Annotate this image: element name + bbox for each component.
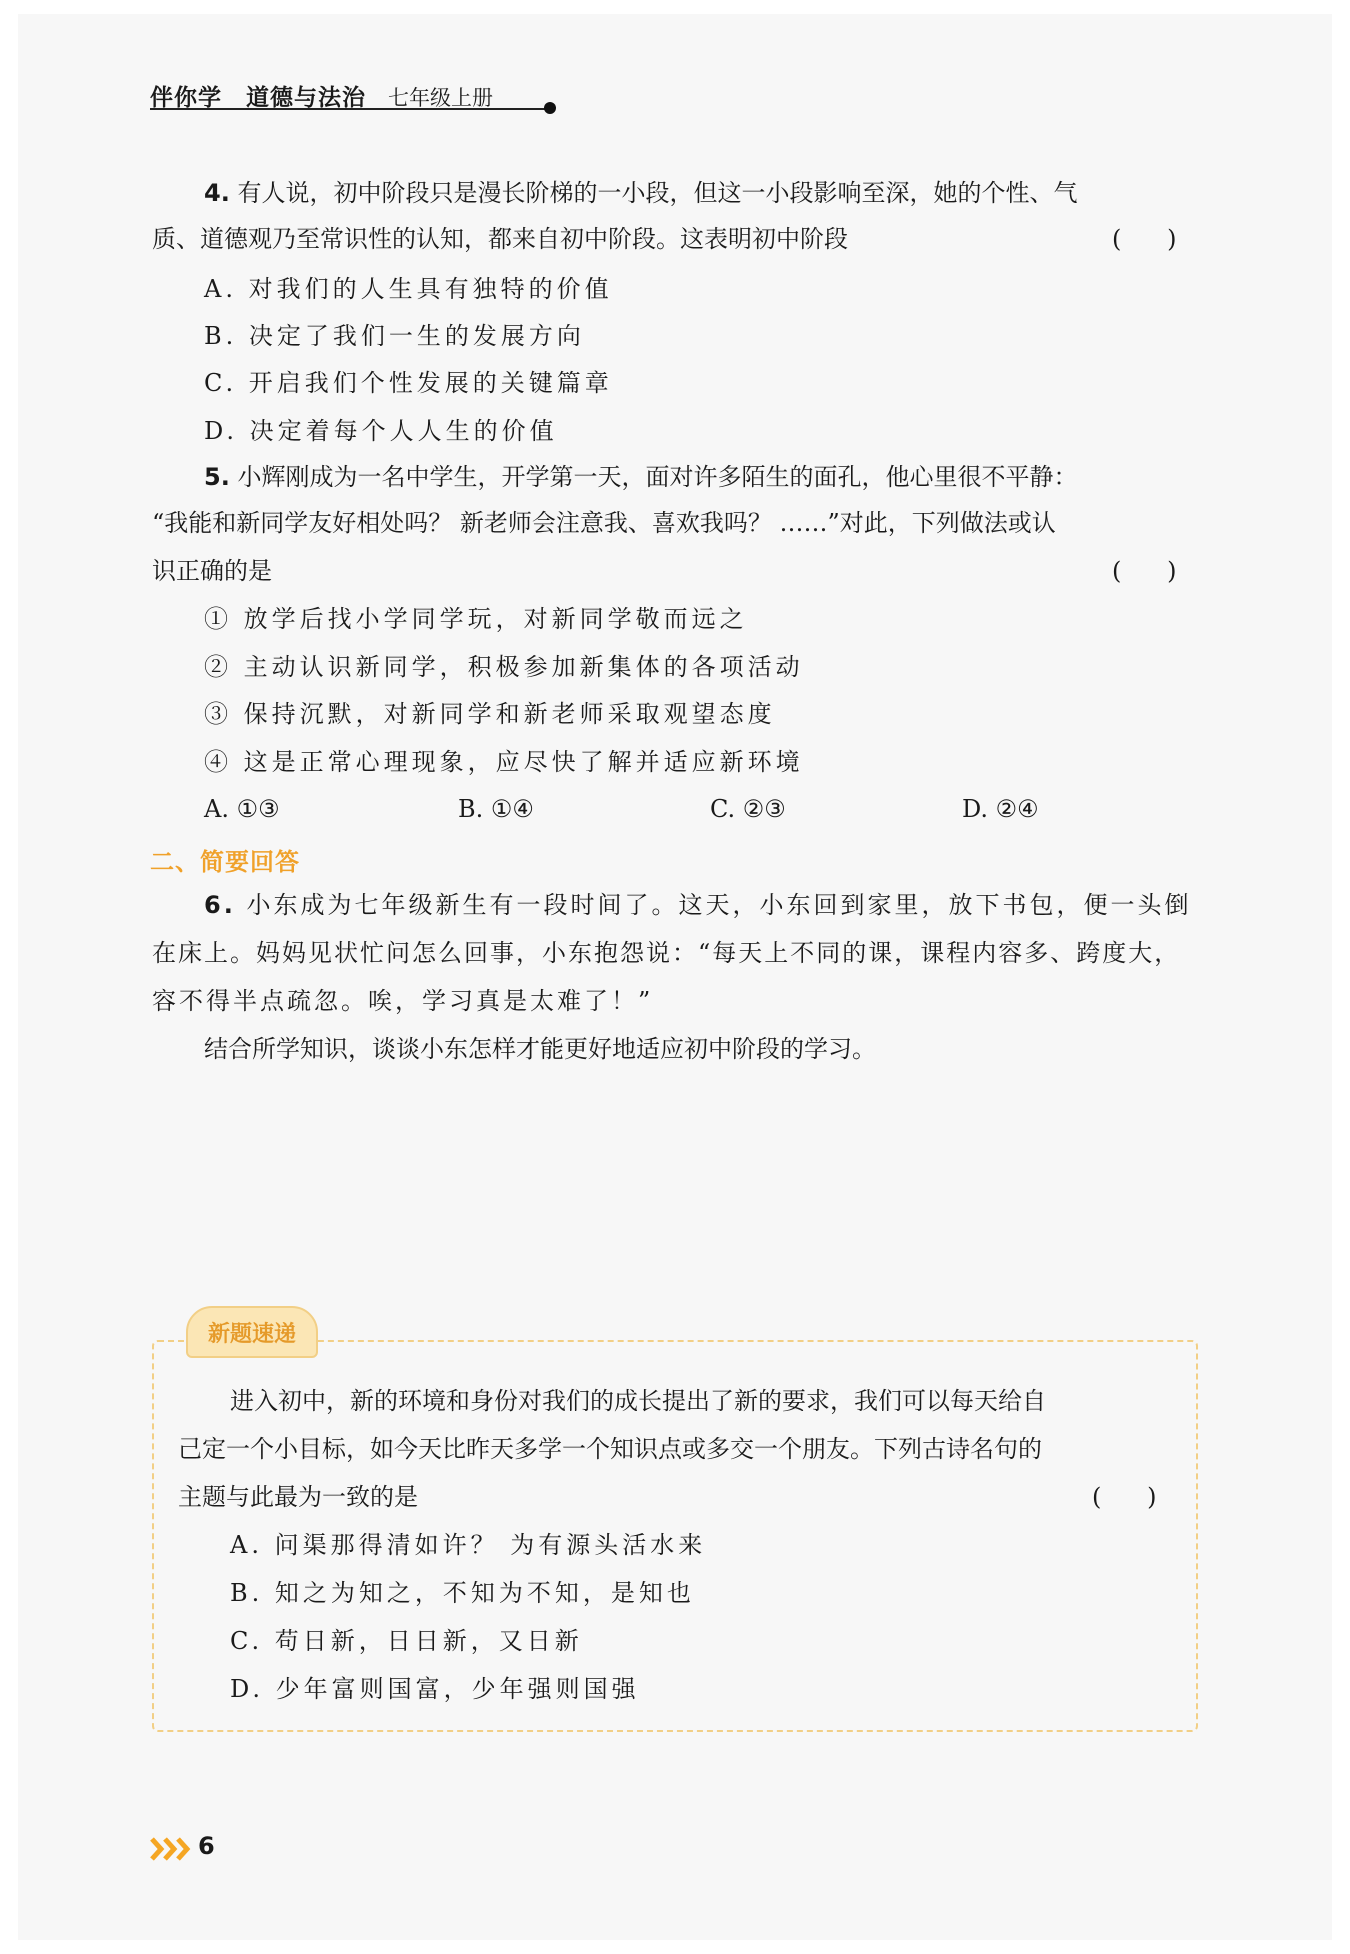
grade-label: 七年级上册: [388, 86, 493, 110]
statement-1: ① 放学后找小学同学玩，对新同学敬而远之: [204, 605, 748, 633]
question-text: 容不得半点疏忽。唉，学习真是太难了！”: [152, 987, 654, 1015]
section-title: 二、简要回答: [150, 848, 300, 876]
choice-a: A. ①③: [204, 795, 280, 823]
option-a: A. 对我们的人生具有独特的价值: [204, 275, 613, 303]
question-prompt: 结合所学知识，谈谈小东怎样才能更好地适应初中阶段的学习。: [204, 1035, 876, 1063]
statement-3: ③ 保持沉默，对新同学和新老师采取观望态度: [204, 700, 776, 728]
choice-c: C. ②③: [710, 795, 786, 823]
page-number: 6: [198, 1832, 215, 1860]
statement-2: ② 主动认识新同学，积极参加新集体的各项活动: [204, 653, 804, 681]
header-dot: [544, 102, 556, 114]
new-question-tab: [186, 1306, 318, 1358]
question-number: 4.: [204, 179, 230, 207]
option-c: C. 苟日新，日日新，又日新: [230, 1627, 583, 1655]
running-header: [150, 78, 493, 112]
choice-d: D. ②④: [962, 795, 1039, 823]
statement-4: ④ 这是正常心理现象，应尽快了解并适应新环境: [204, 748, 804, 776]
question-text: 己定一个小目标，如今天比昨天多学一个知识点或多交一个朋友。下列古诗名句的: [178, 1435, 1042, 1463]
question-text: 质、道德观乃至常识性的认知，都来自初中阶段。这表明初中阶段: [152, 225, 848, 253]
question-text: 小东成为七年级新生有一段时间了。这天，小东回到家里，放下书包，便一头倒: [246, 891, 1192, 919]
question-text: 识正确的是: [152, 557, 272, 585]
option-d: D. 决定着每个人人生的价值: [204, 417, 558, 445]
question-text: “我能和新同学友好相处吗？ 新老师会注意我、喜欢我吗？ ……”对此，下列做法或认: [152, 509, 1056, 537]
question-text: 主题与此最为一致的是: [178, 1483, 418, 1511]
question-text: 进入初中，新的环境和身份对我们的成长提出了新的要求，我们可以每天给自: [230, 1387, 1046, 1415]
choice-b: B. ①④: [458, 795, 534, 823]
answer-blank[interactable]: ( ): [1092, 1483, 1157, 1511]
question-text: 在床上。妈妈见状忙问怎么回事，小东抱怨说：“每天上不同的课，课程内容多、跨度大，: [152, 939, 1181, 967]
option-d: D. 少年富则国富，少年强则国强: [230, 1675, 640, 1703]
option-b: B. 知之为知之，不知为不知，是知也: [230, 1579, 695, 1607]
question-text: 有人说，初中阶段只是漫长阶梯的一小段，但这一小段影响至深，她的个性、气: [237, 179, 1078, 207]
header-rule: [150, 108, 550, 110]
question-number: 5.: [204, 463, 230, 491]
answer-blank[interactable]: ( ): [1112, 225, 1177, 253]
question-number: 6.: [204, 891, 236, 919]
option-a: A. 问渠那得清如许？ 为有源头活水来: [230, 1531, 707, 1559]
answer-blank[interactable]: ( ): [1112, 557, 1177, 585]
subject-title: 道德与法治: [246, 85, 366, 111]
option-b: B. 决定了我们一生的发展方向: [204, 322, 585, 350]
question-text: 小辉刚成为一名中学生，开学第一天，面对许多陌生的面孔，他心里很不平静：: [237, 463, 1078, 491]
new-question-label: 新题速递: [207, 1321, 296, 1347]
option-c: C. 开启我们个性发展的关键篇章: [204, 369, 613, 397]
book-title: 伴你学: [150, 85, 222, 111]
page-arrows-icon: [150, 1834, 192, 1864]
